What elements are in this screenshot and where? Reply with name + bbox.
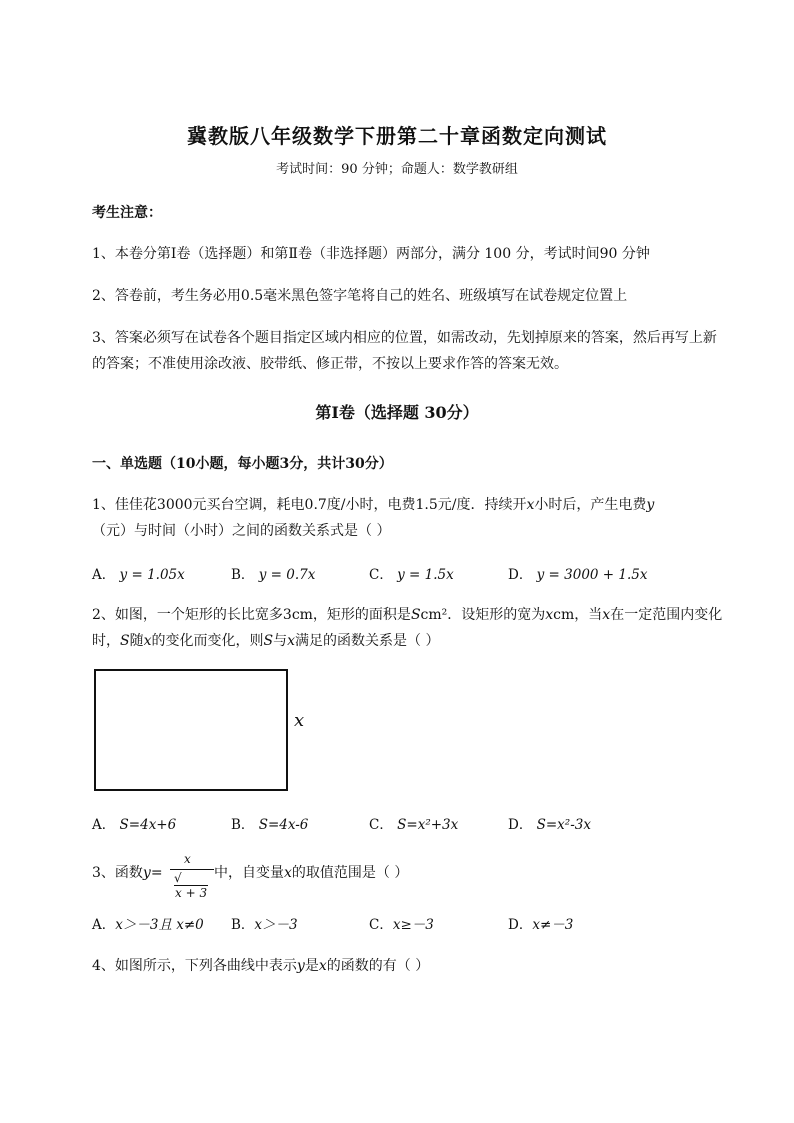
q3-option-c: C．x≥－3 — [369, 917, 434, 933]
page-title: 冀教版八年级数学下册第二十章函数定向测试 — [187, 124, 607, 148]
q3-prefix: 3、函数y= — [92, 865, 163, 881]
q2-line1: 2、如图，一个矩形的长比宽多3cm，矩形的面积是Scm²．设矩形的宽为xcm，当x在一定范围内变化 — [92, 607, 723, 623]
q3-option-a: A．x＞－3且 x≠0 — [92, 917, 204, 933]
q2-option-c: C． S=x²+3x — [369, 817, 459, 833]
q1-option-d: D． y = 3000 + 1.5x — [508, 567, 648, 583]
section-title: 第Ⅰ卷（选择题 30分） — [315, 403, 479, 422]
q1-option-a: A． y = 1.05x — [92, 567, 185, 583]
notice-heading: 考生注意： — [92, 205, 162, 221]
q3-suffix: 中，自变量x的取值范围是（ ） — [214, 865, 409, 881]
rectangle-label-x: x — [294, 710, 305, 731]
q3-option-b: B．x＞－3 — [231, 917, 298, 933]
notice-item-3-cont: 的答案；不准使用涂改液、胶带纸、修正带，不按以上要求作答的答案无效。 — [92, 356, 568, 372]
part-heading: 一、单选题（10小题，每小题3分，共计30分） — [92, 456, 393, 472]
q2-option-b: B． S=4x-6 — [231, 817, 309, 833]
notice-item-1: 1、本卷分第Ⅰ卷（选择题）和第Ⅱ卷（非选择题）两部分，满分 100 分，考试时间90 分钟 — [92, 246, 650, 262]
q3-option-d: D．x≠－3 — [508, 917, 574, 933]
q2-line2: 时，S随x的变化而变化，则S与x满足的函数关系是（ ） — [92, 633, 440, 649]
q4-line1: 4、如图所示，下列各曲线中表示y是x的函数的有（ ） — [92, 958, 430, 974]
rectangle-figure — [94, 669, 288, 791]
q1-option-b: B． y = 0.7x — [231, 567, 316, 583]
q2-option-d: D． S=x²-3x — [508, 817, 591, 833]
notice-item-3: 3、答案必须写在试卷各个题目指定区域内相应的位置，如需改动，先划掉原来的答案，然后再写上新 — [92, 330, 717, 346]
q2-option-a: A． S=4x+6 — [92, 817, 177, 833]
q3-fraction-denominator: √x + 3 — [174, 871, 208, 900]
q1-option-c: C． y = 1.5x — [369, 567, 454, 583]
q1-line1: 1、佳佳花3000元买台空调，耗电0.7度/小时，电费1.5元/度．持续开x小时后，产生电费y — [92, 497, 655, 513]
q1-line2: （元）与时间（小时）之间的函数关系式是（ ） — [92, 523, 391, 539]
notice-item-2: 2、答卷前，考生务必用0.5毫米黑色签字笔将自己的姓名、班级填写在试卷规定位置上 — [92, 288, 628, 304]
page-subtitle: 考试时间：90 分钟；命题人：数学教研组 — [276, 162, 518, 177]
q3-fraction-numerator: x — [184, 852, 191, 866]
q3-fraction-bar — [170, 869, 214, 870]
